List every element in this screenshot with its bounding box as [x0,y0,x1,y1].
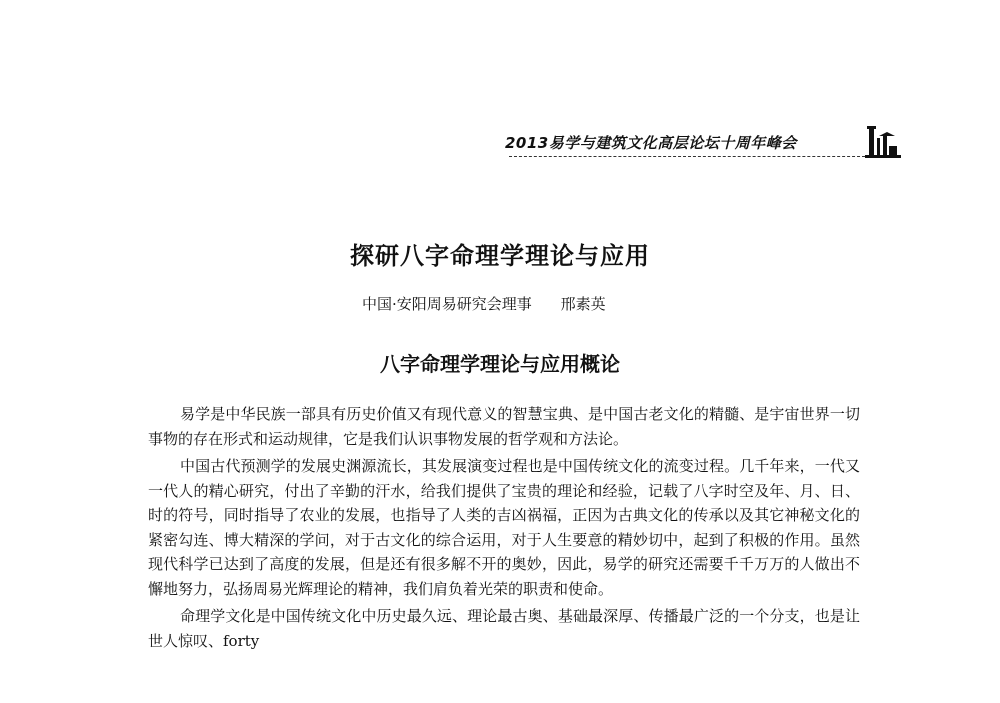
article-title: 探研八字命理学理论与应用 [350,242,650,270]
paragraph-1: 易学是中华民族一部具有历史价值又有现代意义的智慧宝典、是中国古老文化的精髓、是宇宙世界一切事物的存在形式和运动规律，它是我们认识事物发展的哲学观和方法论。 [148,405,860,448]
pavilion-emblem-icon [865,122,901,160]
author-affiliation: 中国·安阳周易研究会理事 [362,295,532,313]
body-text [148,402,860,656]
author-line [362,293,606,314]
running-header [505,122,900,162]
author-name: 邢素英 [560,295,606,313]
section-heading: 八字命理学理论与应用概论 [380,352,620,376]
header-rule [509,156,865,157]
paragraph-2: 中国古代预测学的发展史渊源流长，其发展演变过程也是中国传统文化的流变过程。几千年来，一代又一代人的精心研究，付出了辛勤的汗水，给我们提供了宝贵的理论和经验，记载了八字时空及年、月、日、时的符号，同时指导了农业的发展，也指导了人类的吉凶祸福，正因为古典文化的传承以及其它神秘文化的紧密勾连、博大精深的学问，对于古文化的综合运用，对于人生要意的精妙切中，起到了积极的作用。虽然现代科学已达到了高度的发展，但是还有很多解不开的奥妙，因此，易学的研究还需要千千万万的人做出不懈地努力，弘扬周易光辉理论的精神，我们肩负着光荣的职责和使命。 [148,457,860,598]
running-header-text: 2013易学与建筑文化高层论坛十周年峰会 [505,134,797,152]
paragraph-3: 命理学文化是中国传统文化中历史最久远、理论最古奥、基础最深厚、传播最广泛的一个分支，也是让世人惊叹、forty [148,607,860,650]
